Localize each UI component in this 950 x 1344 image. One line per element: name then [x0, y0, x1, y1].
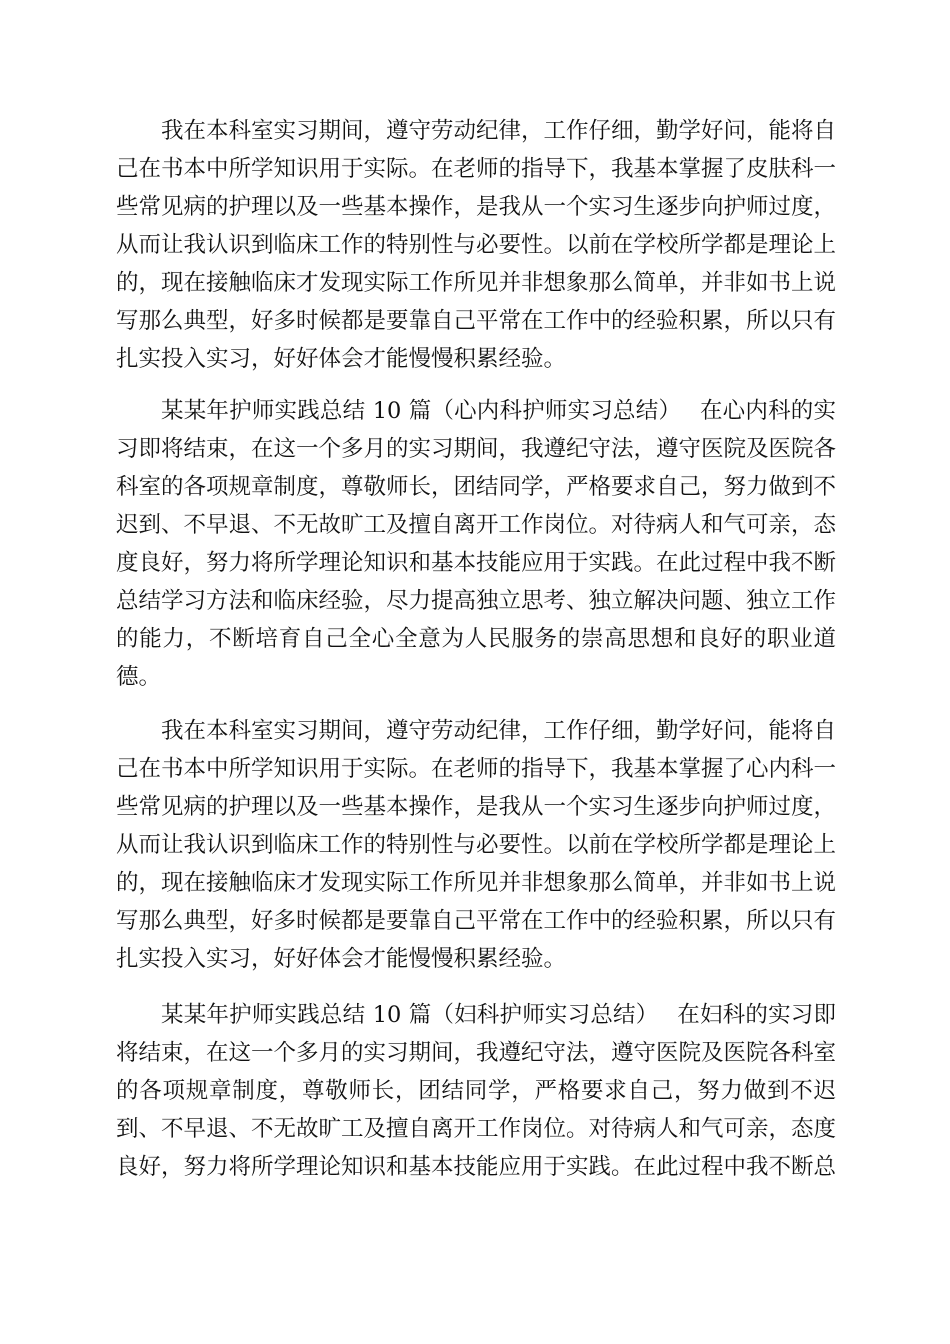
paragraph-line: 度良好，努力将所学理论知识和基本技能应用于实践。在此过程中我不断 [116, 550, 837, 576]
paragraph-line: 的，现在接触临床才发现实际工作所见并非想象那么简单，并非如书上说 [116, 270, 837, 296]
paragraph-line: 从而让我认识到临床工作的特别性与必要性。以前在学校所学都是理论上 [116, 832, 837, 858]
paragraph-line: 到、不早退、不无故旷工及擅自离开工作岗位。对待病人和气可亲，态度 [116, 1116, 837, 1142]
paragraph-line: 总结学习方法和临床经验，尽力提高独立思考、独立解决问题、独立工作 [116, 588, 837, 614]
paragraph-line: 某某年护师实践总结 10 篇（妇科护师实习总结） 在妇科的实习即 [161, 1002, 836, 1028]
paragraph-line: 的各项规章制度，尊敬师长，团结同学，严格要求自己，努力做到不迟 [116, 1078, 836, 1104]
paragraph-line: 习即将结束，在这一个多月的实习期间，我遵纪守法，遵守医院及医院各 [116, 436, 837, 462]
paragraph-line: 我在本科室实习期间，遵守劳动纪律，工作仔细，勤学好问，能将自 [161, 118, 837, 144]
paragraph-line: 扎实投入实习，好好体会才能慢慢积累经验。 [116, 346, 567, 372]
paragraph-line: 写那么典型，好多时候都是要靠自己平常在工作中的经验积累，所以只有 [116, 908, 837, 934]
paragraph-line: 某某年护师实践总结 10 篇（心内科护师实习总结） 在心内科的实 [161, 398, 836, 424]
paragraph-line: 从而让我认识到临床工作的特别性与必要性。以前在学校所学都是理论上 [116, 232, 837, 258]
paragraph-line: 写那么典型，好多时候都是要靠自己平常在工作中的经验积累，所以只有 [116, 308, 837, 334]
paragraph-line: 的，现在接触临床才发现实际工作所见并非想象那么简单，并非如书上说 [116, 870, 837, 896]
paragraph-line: 良好，努力将所学理论知识和基本技能应用于实践。在此过程中我不断总 [116, 1154, 837, 1180]
paragraph-line: 我在本科室实习期间，遵守劳动纪律，工作仔细，勤学好问，能将自 [161, 718, 837, 744]
paragraph-line: 德。 [116, 664, 162, 690]
paragraph-line: 些常见病的护理以及一些基本操作，是我从一个实习生逐步向护师过度， [116, 794, 837, 820]
paragraph-line: 些常见病的护理以及一些基本操作，是我从一个实习生逐步向护师过度， [116, 194, 837, 220]
paragraph-line: 迟到、不早退、不无故旷工及擅自离开工作岗位。对待病人和气可亲，态 [116, 512, 837, 538]
paragraph-line: 的能力，不断培育自己全心全意为人民服务的崇高思想和良好的职业道 [116, 626, 836, 652]
paragraph-line: 扎实投入实习，好好体会才能慢慢积累经验。 [116, 946, 567, 972]
paragraph-line: 己在书本中所学知识用于实际。在老师的指导下，我基本掌握了皮肤科一 [116, 156, 837, 182]
paragraph-line: 将结束，在这一个多月的实习期间，我遵纪守法，遵守医院及医院各科室 [116, 1040, 837, 1066]
paragraph-line: 己在书本中所学知识用于实际。在老师的指导下，我基本掌握了心内科一 [116, 756, 837, 782]
paragraph-line: 科室的各项规章制度，尊敬师长，团结同学，严格要求自己，努力做到不 [116, 474, 837, 500]
